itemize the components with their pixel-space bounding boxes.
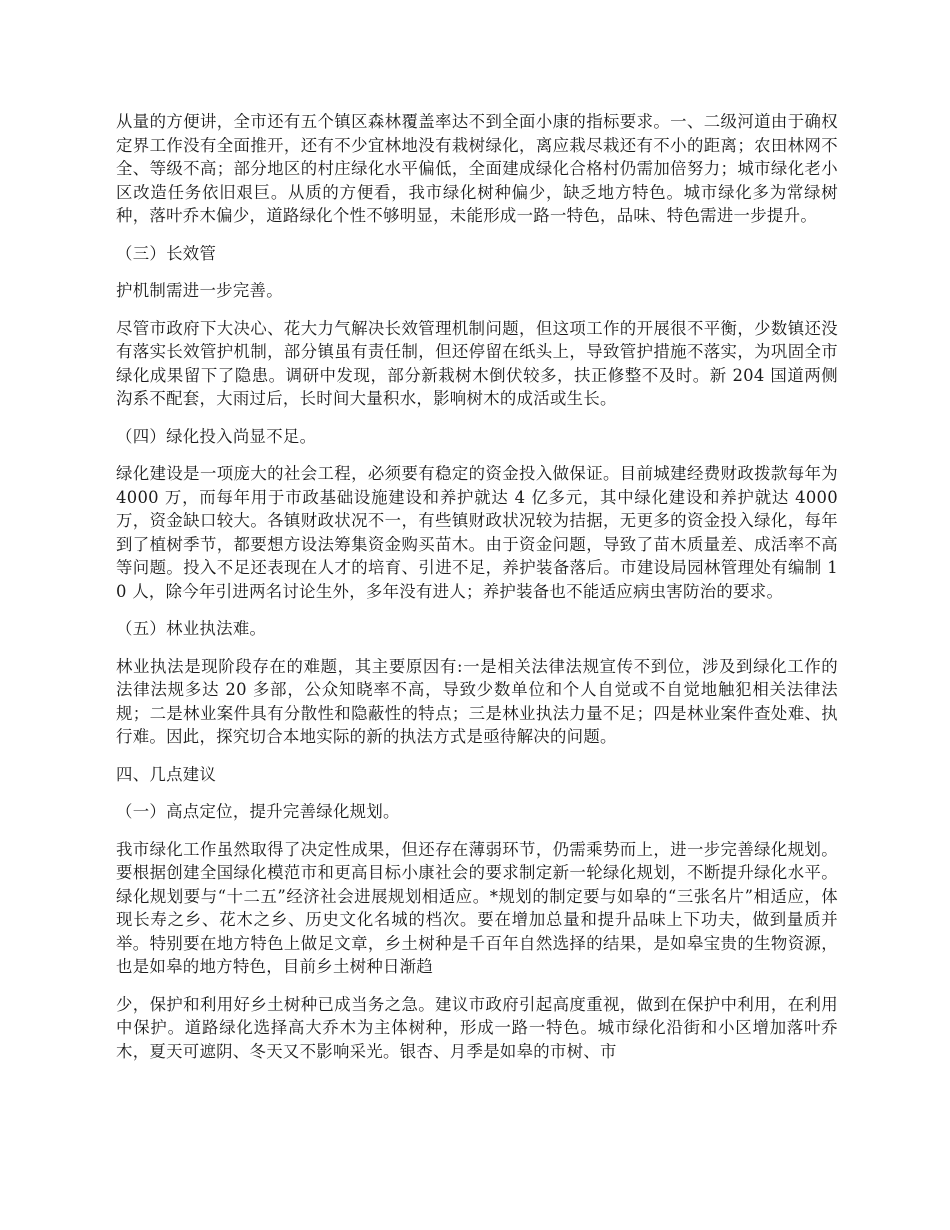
section-heading: （五）林业执法难。: [116, 619, 267, 638]
paragraph: 林业执法是现阶段存在的难题，其主要原因有:一是相关法律法规宣传不到位，涉及到绿化工作的法律法规多达 20 多部，公众知晓率不高，导致少数单位和个人自觉或不自觉地触犯相关法律法规；二是林业案件具有分散性和隐蔽性的特点；三是林业执法力量不足；四是林业案件查处难、执行难。因此，探究切合本地实际的新的执法方式是亟待解决的问题。: [116, 656, 838, 746]
paragraph: 我市绿化工作虽然取得了决定性成果，但还存在薄弱环节，仍需乘势而上，进一步完善绿化规划。要根据创建全国绿化模范市和更高目标小康社会的要求制定新一轮绿化规划，不断提升绿化水平。绿化规划要与“十二五”经济社会进展规划相适应。*规划的制定要与如皋的“三张名片”相适应，体现长寿之乡、花木之乡、历史文化名城的档次。要在增加总量和提升品味上下功夫，做到量质并举。特别要在地方特色上做足文章，乡土树种是千百年自然选择的结果，是如皋宝贵的生物资源，也是如皋的地方特色，目前乡土树种日渐趋: [116, 839, 838, 976]
section-heading: （四）绿化投入尚显不足。: [116, 426, 317, 446]
section-heading: （三）长效管: [116, 243, 217, 263]
document-body: [116, 110, 838, 1077]
paragraph: 从量的方便讲，全市还有五个镇区森林覆盖率达不到全面小康的指标要求。一、二级河道由于确权定界工作没有全面推开，还有不少宜林地没有栽树绿化，离应栽尽栽还有不小的距离；农田林网不全、等级不高；部分地区的村庄绿化水平偏低，全面建成绿化合格村仍需加倍努力；城市绿化老小区改造任务依旧艰巨。从质的方便看，我市绿化树种偏少，缺乏地方特色。城市绿化多为常绿树种，落叶乔木偏少，道路绿化个性不够明显，未能形成一路一特色，品味、特色需进一步提升。: [116, 112, 838, 225]
section-heading: （一）高点定位，提升完善绿化规划。: [116, 802, 400, 821]
section-heading: 四、几点建议: [116, 764, 217, 784]
paragraph: 少，保护和利用好乡土树种已成当务之急。建议市政府引起高度重视，做到在保护中利用，在利用中保护。道路绿化选择高大乔木为主体树种，形成一路一特色。城市绿化沿街和小区增加落叶乔木，夏天可遮阴、冬天又不影响采光。银杏、月季是如皋的市树、市: [116, 994, 838, 1061]
paragraph: 尽管市政府下大决心、花大力气解决长效管理机制问题，但这项工作的开展很不平衡，少数镇还没有落实长效管护机制，部分镇虽有责任制，但还停留在纸头上，导致管护措施不落实，为巩固全市绿化成果留下了隐患。调研中发现，部分新栽树木倒伏较多，扶正修整不及时。新 204 国道两侧沟系不配套，大雨过后，长时间大量积水，影响树木的成活或生长。: [116, 318, 838, 408]
paragraph: 护机制需进一步完善。: [116, 281, 283, 300]
paragraph: 绿化建设是一项庞大的社会工程，必须要有稳定的资金投入做保证。目前城建经费财政拨款每年为 4000 万，而每年用于市政基础设施建设和养护就达 4 亿多元，其中绿化建设和养护就达 4000 万，资金缺口较大。各镇财政状况不一，有些镇财政状况较为拮据，无更多的资金投入绿化，每年到了植树季节，都要想方设法筹集资金购买苗木。由于资金问题，导致了苗木质量差、成活率不高等问题。投入不足还表现在人才的培育、引进不足，养护装备落后。市建设局园林管理处有编制 10 人，除今年引进两名讨论生外，多年没有进人；养护装备也不能适应病虫害防治的要求。: [116, 464, 838, 601]
